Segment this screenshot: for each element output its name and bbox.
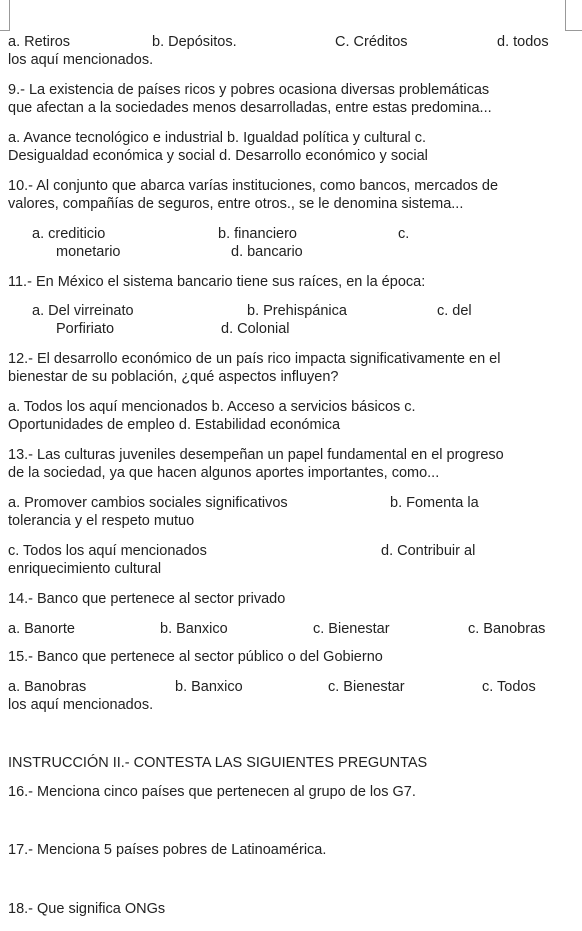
page-corner-left xyxy=(9,0,10,30)
q15-option-a: a. Banobras xyxy=(8,679,87,695)
q12-options-line1: a. Todos los aquí mencionados b. Acceso a servicios básicos c. xyxy=(8,399,416,415)
q9-options-line2: Desigualdad económica y social d. Desarrollo económico y social xyxy=(8,148,428,164)
q13-question-line2: de la sociedad, ya que hacen algunos aportes importantes, como... xyxy=(8,465,440,481)
q15-question-line1: 15.- Banco que pertenece al sector público o del Gobierno xyxy=(8,649,383,665)
q11-option-a: a. Del virreinato xyxy=(32,303,134,319)
q12-options-line2: Oportunidades de empleo d. Estabilidad económica xyxy=(8,417,341,433)
q9-question-line1: 9.- La existencia de países ricos y pobres ocasiona diversas problemáticas xyxy=(8,82,490,98)
q8-option-a: a. Retiros xyxy=(8,34,71,50)
page-corner-left-h xyxy=(0,30,10,31)
q14-option-b: b. Banxico xyxy=(160,621,228,637)
q18-question: 18.- Que significa ONGs xyxy=(8,901,166,917)
q12-question-line1: 12.- El desarrollo económico de un país rico impacta significativamente en el xyxy=(8,351,501,367)
q11-question-line1: 11.- En México el sistema bancario tiene sus raíces, en la época: xyxy=(8,274,426,290)
q12-question-line2: bienestar de su población, ¿qué aspectos influyen? xyxy=(8,369,339,385)
q11-option-b: b. Prehispánica xyxy=(247,303,347,319)
q9-options-line1: a. Avance tecnológico e industrial b. Igualdad política y cultural c. xyxy=(8,130,427,146)
q13-option-b-continued: tolerancia y el respeto mutuo xyxy=(8,513,195,529)
q8-option-b: b. Depósitos. xyxy=(152,34,237,50)
q10-option-b: b. financiero xyxy=(218,226,297,242)
q13-option-d: d. Contribuir al xyxy=(381,543,476,559)
q9-question-line2: que afectan a la sociedades menos desarrolladas, entre estas predomina... xyxy=(8,100,492,116)
q11-option-c: c. del xyxy=(437,303,472,319)
q13-option-b: b. Fomenta la xyxy=(390,495,479,511)
q13-question-line1: 13.- Las culturas juveniles desempeñan un papel fundamental en el progreso xyxy=(8,447,504,463)
q10-option-c: c. xyxy=(398,226,410,242)
q15-option-c: c. Bienestar xyxy=(328,679,405,695)
q14-option-d: c. Banobras xyxy=(468,621,546,637)
page-corner-right xyxy=(565,0,566,30)
q10-option-a: a. crediticio xyxy=(32,226,106,242)
q11-option-d: d. Colonial xyxy=(221,321,290,337)
q15-option-d-continued: los aquí mencionados. xyxy=(8,697,154,713)
q13-option-a: a. Promover cambios sociales significativos xyxy=(8,495,288,511)
q8-option-d: d. todos xyxy=(497,34,549,50)
q14-option-c: c. Bienestar xyxy=(313,621,390,637)
q10-option-d: d. bancario xyxy=(231,244,303,260)
q10-option-c-continued: monetario xyxy=(56,244,121,260)
q10-question-line2: valores, compañías de seguros, entre otros., se le denomina sistema... xyxy=(8,196,464,212)
section2-title: INSTRUCCIÓN II.- CONTESTA LAS SIGUIENTES PREGUNTAS xyxy=(8,755,428,771)
q13-option-c: c. Todos los aquí mencionados xyxy=(8,543,207,559)
q16-question: 16.- Menciona cinco países que pertenecen al grupo de los G7. xyxy=(8,784,416,800)
q10-question-line1: 10.- Al conjunto que abarca varías instituciones, como bancos, mercados de xyxy=(8,178,499,194)
q8-option-d-continued: los aquí mencionados. xyxy=(8,52,154,68)
q17-question: 17.- Menciona 5 países pobres de Latinoamérica. xyxy=(8,842,327,858)
q15-option-d: c. Todos xyxy=(482,679,536,695)
page-corner-right-h xyxy=(565,30,582,31)
q8-option-c: C. Créditos xyxy=(335,34,408,50)
q14-question-line1: 14.- Banco que pertenece al sector privado xyxy=(8,591,286,607)
q15-option-b: b. Banxico xyxy=(175,679,243,695)
q14-option-a: a. Banorte xyxy=(8,621,75,637)
q13-option-d-continued: enriquecimiento cultural xyxy=(8,561,162,577)
q11-option-c-continued: Porfiriato xyxy=(56,321,115,337)
